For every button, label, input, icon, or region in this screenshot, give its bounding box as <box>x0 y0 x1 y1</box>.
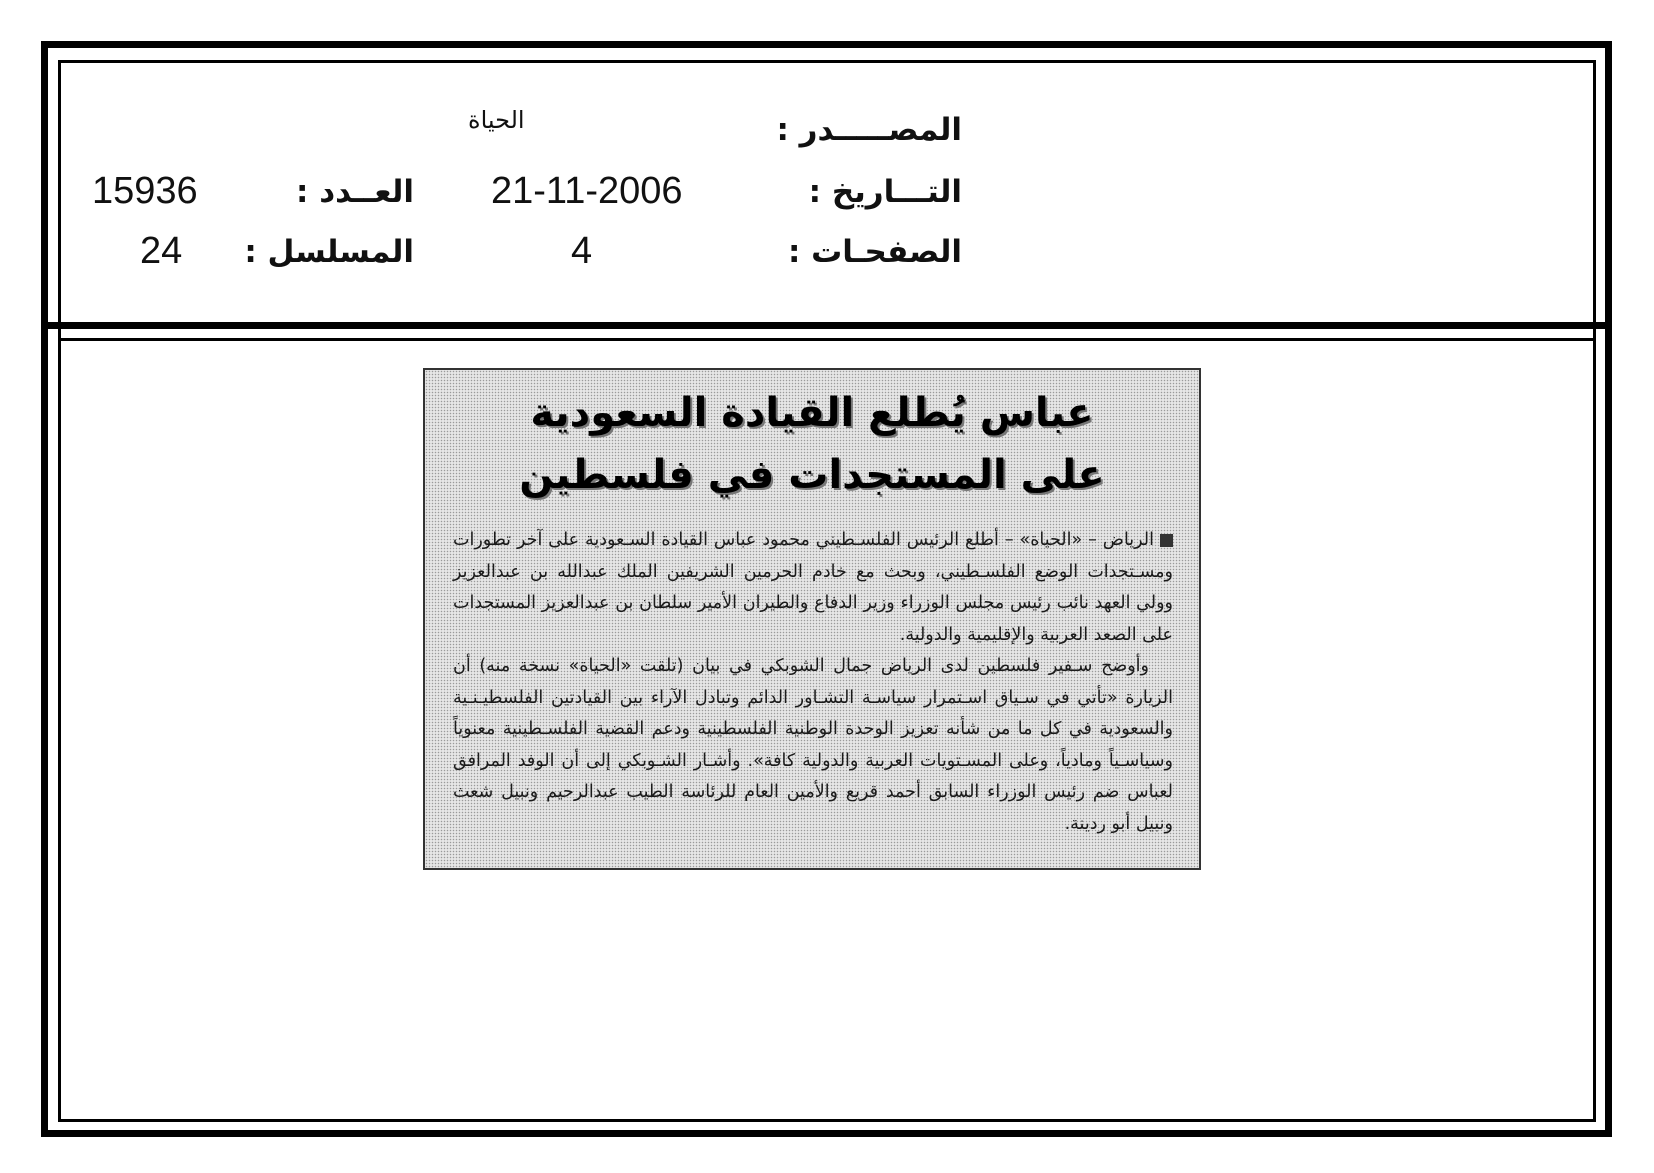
bullet-square-icon <box>1160 534 1173 547</box>
newspaper-clipping <box>423 368 1201 870</box>
date-label: التـــاريخ : <box>808 174 962 210</box>
article-body <box>453 525 1173 840</box>
date-value: 21-11-2006 <box>491 170 683 212</box>
serial-value: 24 <box>140 230 183 272</box>
headline-line-2: على المستجدات في فلسطين <box>519 452 1105 498</box>
serial-label: المسلسل : <box>244 234 414 270</box>
source-value: الحياة <box>468 106 525 134</box>
pages-value: 4 <box>571 230 593 272</box>
pages-label: الصفحـات : <box>787 234 962 270</box>
issue-label: العــدد : <box>296 174 414 210</box>
header-divider-thick <box>44 322 1610 329</box>
headline-line-1: عباس يُطلع القيادة السعودية <box>530 390 1094 436</box>
article-paragraph-2: وأوضح سـفير فلسطين لدى الرياض جمال الشوبكي في بيان (تلقت «الحياة» نسخة منه) أن الزيارة «تأتي في سـياق اسـتمرار سياسـة التشـاور الدائم وتبادل الآراء بين القيادتين الفلسطيـنـية والسعودية في كل ما من شأنه تعزيز الوحدة الوطنية الفلسطينية ودعم القضية الفلسـطينية معنوياً وسياسـياً ومادياً، وعلى المسـتويات العربية والدولية كافة». وأشـار الشـوبكي إلى أن الوفد المرافق لعباس ضم رئيس الوزراء السابق أحمد قريع والأمين العام للرئاسة الطيب عبدالرحيم ونبيل شعث ونبيل أبو ردينة. <box>453 656 1173 834</box>
issue-value: 15936 <box>92 170 198 212</box>
header-divider-thin <box>58 338 1596 341</box>
article-paragraph-1 <box>453 525 1173 651</box>
source-label: المصـــــدر : <box>776 112 962 148</box>
article-paragraph-1-text: الرياض – «الحياة» – أطلع الرئيس الفلسـطيني محمود عباس القيادة السـعودية على آخر تطورات ومسـتجدات الوضع الفلسـطيني، وبحث مع خادم الحرمين الشريفين الملك عبدالله بن عبدالعزيز وولي العهد نائب رئيس مجلس الوزراء وزير الدفاع والطيران الأمير سلطان بن عبدالعزيز المستجدات على الصعد العربية والإقليمية والدولية. <box>453 530 1173 645</box>
